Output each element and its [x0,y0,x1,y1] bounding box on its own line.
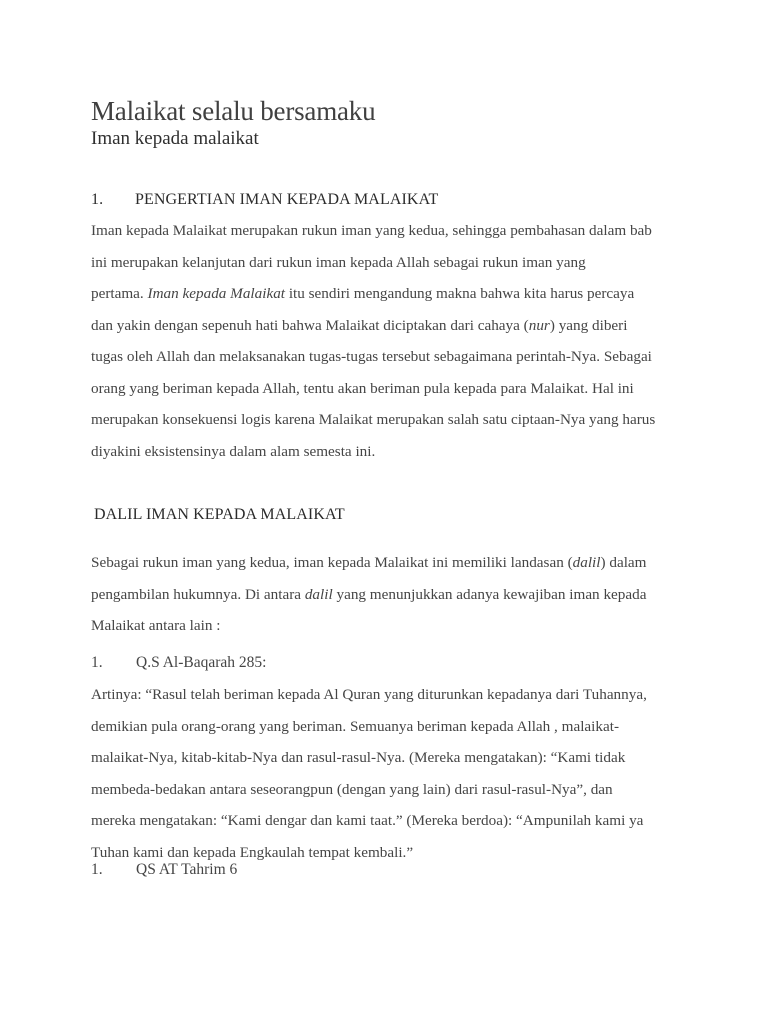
paragraph-line: ini merupakan kelanjutan dari rukun iman kepada Allah sebagai rukun iman yang [91,253,586,271]
list-item-label: QS AT Tahrim 6 [136,861,238,878]
section2-heading: DALIL IMAN KEPADA MALAIKAT [94,506,345,523]
paragraph-line: malaikat-Nya, kitab-kitab-Nya dan rasul-rasul-Nya. (Mereka mengatakan): “Kami tidak [91,749,626,766]
section1-heading [91,191,438,209]
document-title: Malaikat selalu bersamaku [91,96,376,126]
italic-term: dalil [304,585,333,603]
paragraph-line: Malaikat antara lain : [91,617,221,634]
paragraph-line: diyakini eksistensinya dalam alam semesta ini. [91,442,376,460]
paragraph-line: Iman kepada Malaikat merupakan rukun iman yang kedua, sehingga pembahasan dalam bab [91,222,652,239]
section2-paragraph [91,547,681,642]
section1-paragraph [91,215,681,467]
italic-term: Iman kepada Malaikat [147,285,286,302]
artinya-paragraph [91,679,681,868]
section1-heading-text: PENGERTIAN IMAN KEPADA MALAIKAT [135,191,439,208]
section1-number: 1. [91,191,104,208]
paragraph-line: pertama. Iman kepada Malaikat itu sendiri mengandung makna bahwa kita harus percaya [91,285,635,302]
list-item-number: 1. [91,861,103,878]
paragraph-line: pengambilan hukumnya. Di antara dalil yang menunjukkan adanya kewajiban iman kepada [91,585,647,603]
paragraph-line: mereka mengatakan: “Kami dengar dan kami taat.” (Mereka berdoa): “Ampunilah kami ya [91,812,644,829]
document-subtitle: Iman kepada malaikat [91,128,259,149]
paragraph-line: dan yakin dengan sepenuh hati bahwa Malaikat diciptakan dari cahaya (nur) yang diberi [91,316,628,334]
list-item-at-tahrim [91,861,237,879]
paragraph-line: tugas oleh Allah dan melaksanakan tugas-tugas tersebut sebagaimana perintah-Nya. Sebagai [91,348,652,365]
list-item-number: 1. [91,654,103,671]
list-item-label: Q.S Al-Baqarah 285: [136,654,267,671]
list-item-al-baqarah [91,654,266,672]
paragraph-line: merupakan konsekuensi logis karena Malaikat merupakan salah satu ciptaan-Nya yang harus [91,411,656,428]
paragraph-line: orang yang beriman kepada Allah, tentu akan beriman pula kepada para Malaikat. Hal ini [91,379,634,397]
italic-term: dalil [572,554,601,571]
paragraph-line: membeda-bedakan antara seseorangpun (dengan yang lain) dari rasul-rasul-Nya”, dan [91,780,613,798]
italic-term: nur [528,316,550,334]
paragraph-line: Artinya: “Rasul telah beriman kepada Al Quran yang diturunkan kepadanya dari Tuhannya, [91,686,647,703]
paragraph-line: demikian pula orang-orang yang beriman. Semuanya beriman kepada Allah , malaikat- [91,717,620,735]
paragraph-line: Sebagai rukun iman yang kedua, iman kepada Malaikat ini memiliki landasan (dalil) dalam [91,554,647,571]
paragraph-line: Tuhan kami dan kepada Engkaulah tempat kembali.” [91,843,414,861]
